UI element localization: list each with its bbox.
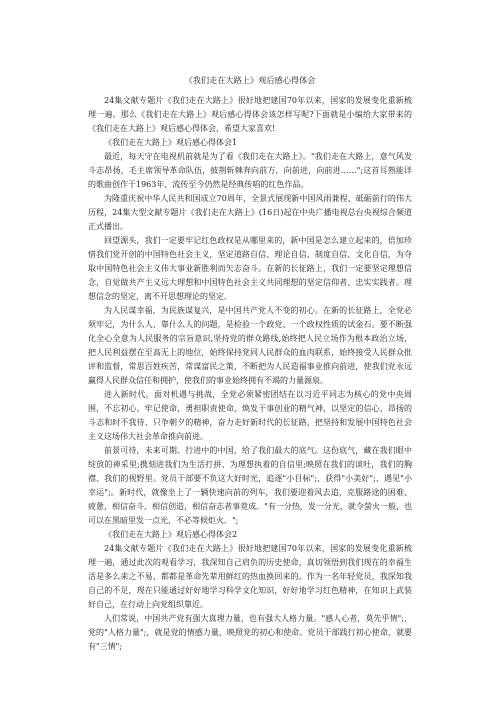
paragraph: 前景可待，未来可期。行进中的中国，给了我们最大的底气。这份底气，藏在我们眼中绽放的神采里;携刻进我们为生活打拼、为理想执着的自信里;映照在我们的谈吐，我们的胸襟、我们的视野里。党员干部要不负这大好时光，追逐"小目标";、获得"小美好";、遇见"小幸运";。新时代，就像坐上了一辆快速向前的列车，我们要迎着风去追，克服路途的困难、疲惫，相信奋斗、相信创造，相信奋志者事竟成。"有一分热，发一分光，就令萤火一般，也可以在黑暗里发一点光，不必等候炬火。";: [88, 446, 412, 525]
section-heading-1: 《我们走在大路上》观后感心得体会1: [104, 138, 238, 147]
section-heading-2: 《我们走在大路上》观后感心得体会2: [104, 530, 238, 539]
paragraph: 回望源头，我们一定要牢记红色政权是从哪里来的，新中国是怎么建立起来的，倍加珍惜我们党开创的中国特色社会主义，坚定道路自信、理论自信、制度自信、文化自信，为夺取中国特色社会主义伟大事业新胜利而矢志奋斗。在新的长征路上，我们一定要坚定理想信念，自觉做共产主义远大理想和中国特色社会主义共同理想的坚定信仰者、忠实实践者。理想信念的坚定，离不开思想理论的坚定。: [88, 236, 412, 301]
paragraph-intro: 24集文献专题片《我们走在大路上》很好地把建国70年以来，国家的发展变化重新梳理一遍。那么《我们走在大路上》观后感心得体会该怎样写呢?下面就是小编给大家带来的《我们走在大路上》观后感心得体会，希望大家喜欢!: [88, 96, 412, 133]
paragraph: 进入新时代，面对机遇与挑战，全党必须紧密团结在以习近平同志为核心的党中央周围，不忘初心，牢记使命，勇担职责使命，焕发干事创业的精气神，以坚定的信心、昂扬的斗志和时不我待、只争朝夕的精神，奋力走好新时代的长征路，把坚持和发展中国特色社会主义这场伟大社会革命推向前进。: [88, 390, 412, 441]
paragraph: 为隆重庆祝中华人民共和国成立70周年，全景式展现新中国风雨兼程、砥砺前行的伟大历程，24集大型文献专题片《我们走在大路上》(16日)起在中央广播电视总台央视综合频道正式播出。: [88, 194, 412, 231]
paragraph: 最近，每天守在电视机前就是为了看《我们走在大路上》。"我们走在大路上，意气风发斗志昂扬，毛主席领导革命队伍，披荆斩棘奔向前方，向前进，向前进……";这首耳熟能详的歌曲创作于1963年，流传至今仍然是经典传唱的红色作品。: [88, 152, 412, 189]
document-title: 《我们走在大路上》观后感心得体会: [184, 75, 316, 85]
paragraph: 人们常说，中国共产党有强大真理力量，也有强大人格力量。"感人心者，莫先乎情";，党的"人格力量";，就是党的情感力量，映照党的初心和使命。党员干部践行初心使命，就要有"三情";: [88, 614, 412, 651]
paragraph: 24集文献专题片《我们走在大路上》很好地把建国70年以来，国家的发展变化重新梳理一遍，通过此次的观看学习，我深知自己肩负的历史使命，真切领悟到我们现在的幸福生活是多么来之不易，都都是革命先辈用鲜红的热血换回来的。作为一名年轻党员，我深知我自己的不足，现在只能通过好好地学习科学文化知识，好好地学习红色精神，在知识上武装好自己，在行动上向党组织靠近。: [88, 544, 412, 609]
document-body: [88, 94, 412, 654]
paragraph: 为人民谋幸福，为民族谋复兴，是中国共产党人不变的初心。在新的长征路上，全党必须牢记，为什么人、靠什么人的问题，是检验一个政党、一个政权性质的试金石。要不断强化全心全意为人民服务的宗旨意识,坚持党的群众路线,始终把人民立场作为根本政治立场，把人民利益摆在至高无上的地位，始终保持党同人民群众的血肉联系，始终接受人民群众批评和监督，常思百姓疾苦，常谋富民之策，不断把为人民造福事业推向前进，使我们党永远赢得人民群众信任和拥护，使我们的事业始终拥有不竭的力量源泉。: [88, 306, 412, 385]
